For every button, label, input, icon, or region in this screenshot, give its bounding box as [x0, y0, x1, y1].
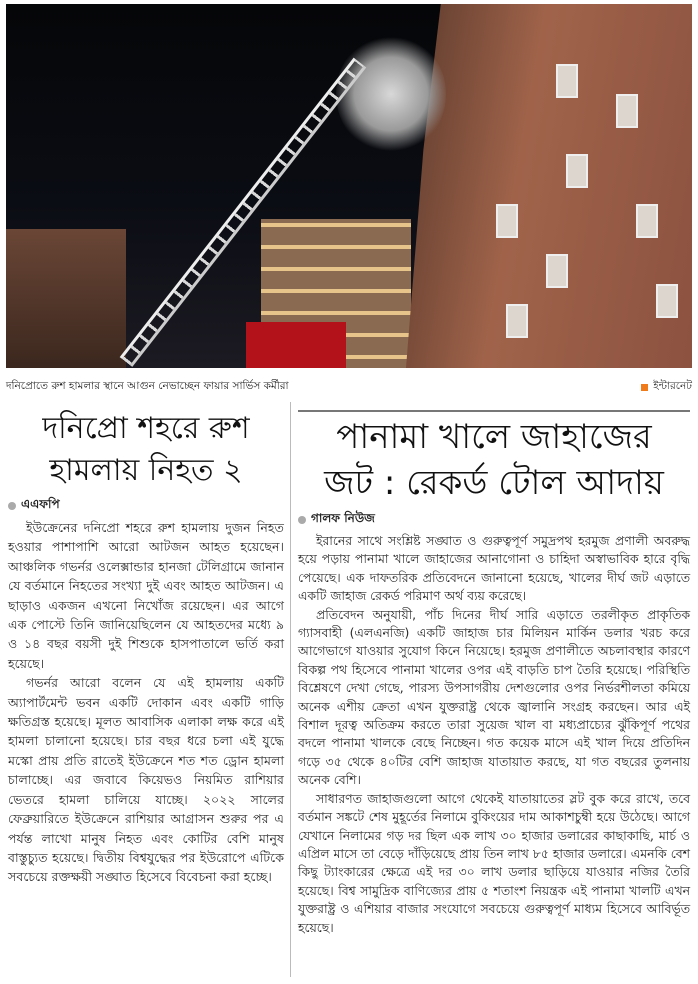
smoke [336, 34, 446, 154]
paragraph: গভর্নর আরো বলেন যে এই হামলায় একটি অ্যাপার্টমেন্ট ভবন একটি দোকান এবং একটি গাড়ি ক্ষতিগ্রস্ত হয়েছে। মূলত আবাসিক এলাকা লক্ষ করে এই হামলা চালানো হয়েছে। চার বছর ধরে চলা এই যুদ্ধে মস্কো প্রায় প্রতি রাতেই ইউক্রেনে শত শত ড্রোন হামলা চালাচ্ছে। এর জবাবে কিয়েভও নিয়মিত রাশিয়ার ভেতরে হামলা চালিয়ে যাচ্ছে। ২০২২ সালের ফেব্রুয়ারিতে ইউক্রেনে রাশিয়ার আগ্রাসন শুরুর পর এ পর্যন্ত লাখো মানুষ নিহত এবং কোটির বেশি মানুষ বাস্তুচ্যুত হয়েছে। দ্বিতীয় বিশ্বযুদ্ধের পর ইউরোপে এটিকে সবচেয়ে রক্তক্ষয়ী সঙ্ঘাত হিসেবে বিবেচনা করা হচ্ছে। [8, 675, 284, 885]
article-source [8, 496, 284, 516]
headline-dnipro [8, 408, 284, 492]
headline-line: দনিপ্রো শহরে রুশ [42, 411, 250, 446]
headline-line: পানামা খালে জাহাজের [336, 417, 652, 457]
headline-panama [298, 414, 690, 506]
fire-truck [246, 322, 346, 368]
article-source [298, 510, 690, 530]
article-panama [298, 414, 690, 937]
bullet-dot-icon [298, 516, 306, 524]
source-label: গালফ নিউজ [311, 511, 375, 525]
building-left [6, 229, 126, 368]
headline-rule [298, 410, 690, 412]
photo-credit [641, 379, 692, 396]
photo-caption: দনিপ্রোতে রুশ হামলার স্থানে আগুন নেভাচ্ছেন ফায়ার সার্ভিস কর্মীরা [6, 379, 289, 392]
paragraph: ইউক্রেনের দনিপ্রো শহরে রুশ হামলায় দুজন নিহত হওয়ার পাশাপাশি আরো আটজন আহত হয়েছেন। আঞ্চলিক গভর্নর ওলেক্সান্ডার হানজা টেলিগ্রামে জানান যে বর্তমানে নিহতের সংখ্যা দুই এবং আহত আটজন। এ ছাড়াও একজন এখনো নিখোঁজ রয়েছেন। এর আগে এক পোস্টে তিনি জানিয়েছিলেন যে আহতদের মধ্যে ৯ ও ১৪ বছর বয়সী দুই শিশুকে হাসপাতালে ভর্তি করা হয়েছে। [8, 520, 284, 671]
source-label: এএফপি [21, 497, 60, 511]
column-divider [290, 402, 291, 977]
building-right [406, 4, 692, 368]
photo-credit-text: ইন্টারনেট [653, 379, 692, 392]
news-photo-fire-rescue [6, 4, 692, 368]
square-bullet-icon [641, 384, 648, 391]
bullet-dot-icon [8, 502, 16, 510]
article-dnipro [8, 408, 284, 887]
photo-caption-bar [6, 378, 692, 396]
paragraph: ইরানের সাথে সংশ্লিষ্ট সঙ্ঘাত ও গুরুত্বপূর্ণ সমুদ্রপথ হরমুজ প্রণালী অবরুদ্ধ হয়ে পড়ায় পানামা খালে জাহাজের আনাগোনা ও চাহিদা অস্বাভাবিক হারে বৃদ্ধি পেয়েছে। এক দাফতরিক প্রতিবেদনে জানানো হয়েছে, খালের দীর্ঘ জট এড়াতে একটি জাহাজ রেকর্ড পরিমাণ অর্থ ব্যয় করেছে। [298, 533, 690, 604]
headline-line: জট : রেকর্ড টোল আদায় [324, 463, 664, 503]
paragraph: সাধারণত জাহাজগুলো আগে থেকেই যাতায়াতের স্লট বুক করে রাখে, তবে বর্তমান সঙ্কটে শেষ মুহূর্তের নিলামে বুকিংয়ের দাম আকাশচুম্বী হয়ে উঠেছে। আগে যেখানে নিলামের গড় দর ছিল এক লাখ ৩০ হাজার ডলারের কাছাকাছি, মার্চ ও এপ্রিল মাসে তা বেড়ে দাঁড়িয়েছে প্রায় তিন লাখ ৮৫ হাজার ডলারে। এমনকি বেশ কিছু ট্যাংকারের ক্ষেত্রে এই দর ৩০ লাখ ডলার ছাড়িয়ে যাওয়ার নজির তৈরি হয়েছে। বিশ্ব সামুদ্রিক বাণিজ্যের প্রায় ৫ শতাংশ নিয়ন্ত্রক এই পানামা খালটি এখন যুক্তরাষ্ট্র ও এশিয়ার বাজার সংযোগে সবচেয়ে গুরুত্বপূর্ণ মাধ্যম হিসেবে আবির্ভূত হয়েছে। [298, 790, 690, 935]
headline-line: হামলায় নিহত ২ [49, 453, 243, 488]
paragraph: প্রতিবেদন অনুযায়ী, পাঁচ দিনের দীর্ঘ সারি এড়াতে তরলীকৃত প্রাকৃতিক গ্যাসবাহী (এলএনজি) একটি জাহাজ চার মিলিয়ন মার্কিন ডলার খরচ করে আগেভাগে যাওয়ার সুযোগ কিনে নিয়েছে। হরমুজ প্রণালীতে অচলাবস্থার কারণে বিকল্প পথ হিসেবে পানামা খালের ওপর এই বাড়তি চাপ তৈরি হয়েছে। পরিস্থিতি বিশ্লেষণে দেখা গেছে, পারস্য উপসাগরীয় দেশগুলোর ওপর নির্ভরশীলতা কমিয়ে অনেক এশীয় ক্রেতা এখন যুক্তরাষ্ট্র থেকে জ্বালানি সংগ্রহ করছেন। আর এই বিশাল দূরত্ব অতিক্রম করতে তারা সুয়েজ খাল বা মধ্যপ্রাচ্যের ঝুঁকিপূর্ণ পথের বদলে পানামা খালকে বেছে নিচ্ছেন। গত কয়েক মাসে এই খাল দিয়ে প্রতিদিন গড়ে ৩৫ থেকে ৪০টির বেশি জাহাজ যাতায়াত করছে, যা গত বছরের তুলনায় অনেক বেশি। [298, 606, 690, 788]
